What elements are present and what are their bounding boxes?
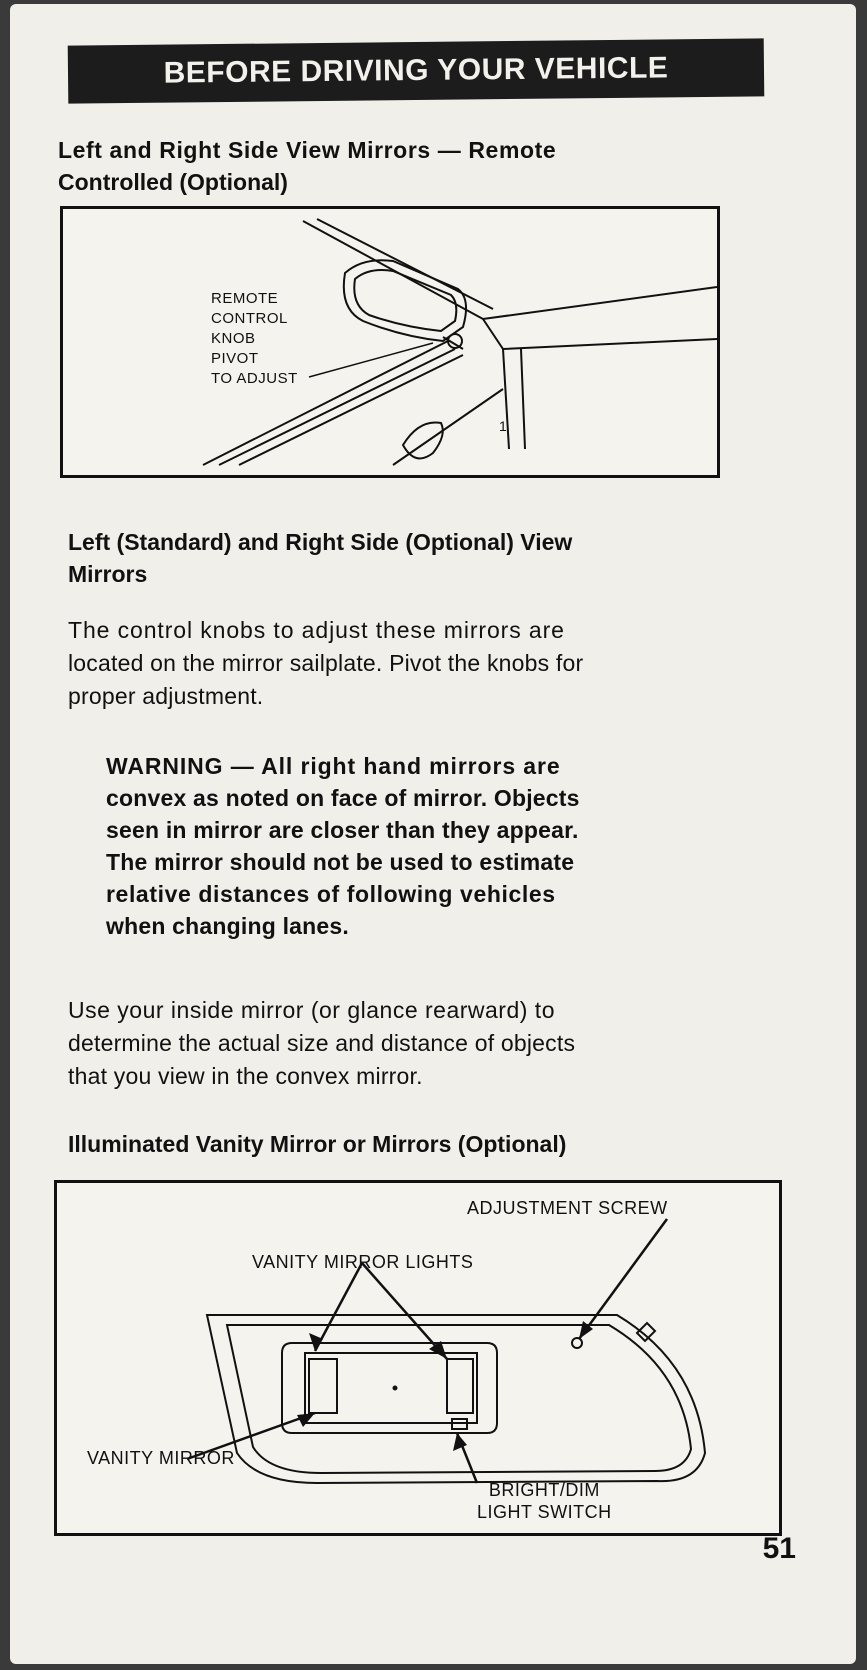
heading-line: Controlled (Optional) — [58, 169, 288, 195]
label-line: CONTROL — [211, 310, 288, 327]
inside-mirror-paragraph — [68, 994, 808, 1093]
paragraph-line: The control knobs to adjust these mirrors are — [68, 617, 565, 643]
bright-dim-switch-label — [477, 1479, 612, 1523]
remote-mirrors-heading — [58, 134, 778, 198]
paragraph-line: determine the actual size and distance of objects — [68, 1030, 576, 1056]
vanity-mirror-figure — [54, 1180, 782, 1536]
label-line: REMOTE — [211, 290, 279, 307]
remote-mirror-figure — [60, 206, 720, 478]
warning-line: when changing lanes. — [106, 913, 349, 939]
warning-line: The mirror should not be used to estimate — [106, 849, 575, 875]
remote-mirror-illustration — [63, 209, 717, 475]
paragraph-line: Use your inside mirror (or glance rearward) to — [68, 997, 555, 1023]
heading-line: Left (Standard) and Right Side (Optional) View — [68, 529, 573, 555]
vanity-mirror-heading: Illuminated Vanity Mirror or Mirrors (Optional) — [68, 1131, 567, 1157]
warning-line: relative distances of following vehicles — [106, 881, 556, 907]
label-line: LIGHT SWITCH — [477, 1502, 612, 1522]
remote-control-knob-label — [211, 289, 298, 389]
label-line: PIVOT — [211, 350, 259, 367]
control-knobs-paragraph — [68, 614, 808, 713]
adjustment-screw-label: ADJUSTMENT SCREW — [467, 1198, 668, 1218]
heading-line: Mirrors — [68, 561, 148, 587]
paragraph-line: that you view in the convex mirror. — [68, 1063, 423, 1089]
warning-line: WARNING — All right hand mirrors are — [106, 753, 561, 779]
page-number: 51 — [762, 1532, 796, 1565]
label-line: TO ADJUST — [211, 370, 298, 387]
label-line: KNOB — [211, 330, 256, 347]
figure-reference-number: 1 — [499, 418, 507, 434]
vanity-mirror-lights-label: VANITY MIRROR LIGHTS — [252, 1252, 474, 1272]
standard-mirrors-heading — [68, 526, 788, 590]
manual-page — [10, 4, 856, 1664]
paragraph-line: proper adjustment. — [68, 683, 264, 709]
vanity-mirror-illustration — [57, 1183, 779, 1533]
section-banner: BEFORE DRIVING YOUR VEHICLE — [68, 38, 765, 103]
vanity-mirror-label: VANITY MIRROR — [87, 1448, 235, 1468]
label-line: BRIGHT/DIM — [488, 1480, 600, 1500]
warning-line: convex as noted on face of mirror. Objects — [106, 785, 580, 811]
convex-mirror-warning — [106, 750, 786, 942]
warning-line: seen in mirror are closer than they appear. — [106, 817, 579, 843]
paragraph-line: located on the mirror sailplate. Pivot the knobs for — [68, 650, 584, 676]
heading-line: Left and Right Side View Mirrors — Remote — [58, 137, 557, 163]
